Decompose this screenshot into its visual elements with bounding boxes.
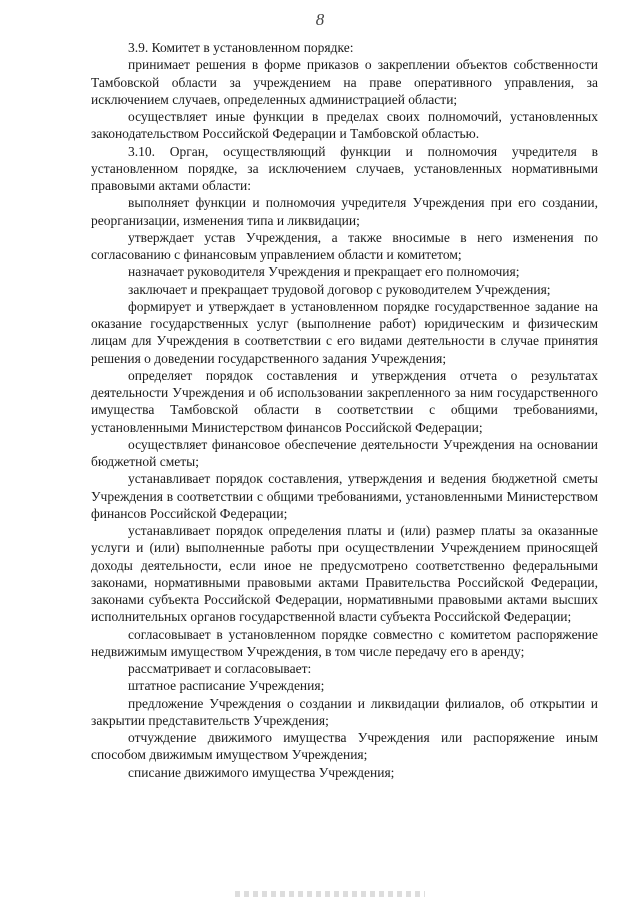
- paragraph: устанавливает порядок определения платы и (или) размер платы за оказанные услуги и (или) выполненные работы при осуществлении Учреждением приносящей доходы деятельности, если иное не предусмотрено соответственно федеральными законами, нормативными правовыми актами Правительства Российской Федерации, законами субъекта Российской Федерации, нормативными правовыми актами высших исполнительных органов государственной власти субъекта Российской Федерации;: [91, 523, 598, 625]
- paragraph: заключает и прекращает трудовой договор с руководителем Учреждения;: [128, 281, 551, 297]
- paragraph: устанавливает порядок составления, утверждения и ведения бюджетной сметы Учреждения в соответствии с общими требованиями, установленными Министерством финансов Российской Федерации;: [91, 471, 598, 521]
- scan-artifact: [235, 891, 425, 897]
- paragraph: предложение Учреждения о создании и ликвидации филиалов, об открытии и закрытии представительств Учреждения;: [91, 695, 598, 728]
- paragraph: рассматривает и согласовывает:: [128, 661, 312, 676]
- paragraph: согласовывает в установленном порядке совместно с комитетом распоряжение недвижимым имуществом Учреждения, в том числе передачу его в аренду;: [91, 626, 598, 659]
- paragraph: осуществляет финансовое обеспечение деятельности Учреждения на основании бюджетной сметы;: [91, 436, 598, 469]
- paragraph: осуществляет иные функции в пределах своих полномочий, установленных законодательством Российской Федерации и Тамбовской областью.: [91, 109, 598, 142]
- paragraph: отчуждение движимого имущества Учреждения или распоряжение иным способом движимым имуществом Учреждения;: [91, 730, 598, 763]
- paragraph: штатное расписание Учреждения;: [128, 678, 325, 694]
- paragraph: формирует и утверждает в установленном порядке государственное задание на оказание государственных услуг (выполнение работ) юридическим и физическим лицам для Учреждения в соответствии с его видами деятельности в случае принятия решения о доведении государственного задания Учреждения;: [91, 298, 598, 366]
- paragraph: принимает решения в форме приказов о закреплении объектов собственности Тамбовской области за учреждением на праве оперативного управления, за исключением случаев, определенных администрацией области;: [91, 57, 598, 107]
- paragraph: выполняет функции и полномочия учредителя Учреждения при его создании, реорганизации, изменения типа и ликвидации;: [91, 195, 598, 228]
- page-number: 8: [315, 10, 325, 29]
- paragraph: утверждает устав Учреждения, а также вносимые в него изменения по согласованию с финансовым управлением области и комитетом;: [91, 229, 598, 262]
- paragraph-3-9-heading: 3.9. Комитет в установленном порядке:: [128, 40, 354, 55]
- document-body: [91, 39, 598, 781]
- paragraph: назначает руководителя Учреждения и прекращает его полномочия;: [128, 264, 520, 280]
- paragraph-3-10-heading: 3.10. Орган, осуществляющий функции и полномочия учредителя в установленном порядке, за исключением случаев, установленных нормативными правовыми актами области:: [91, 143, 598, 193]
- paragraph: списание движимого имущества Учреждения;: [128, 764, 395, 780]
- paragraph: определяет порядок составления и утверждения отчета о результатах деятельности Учреждения и об использовании закрепленного за ним государственного имущества Тамбовской области в соответствии с общими требованиями, установленными Министерством финансов Российской Федерации;: [91, 367, 598, 435]
